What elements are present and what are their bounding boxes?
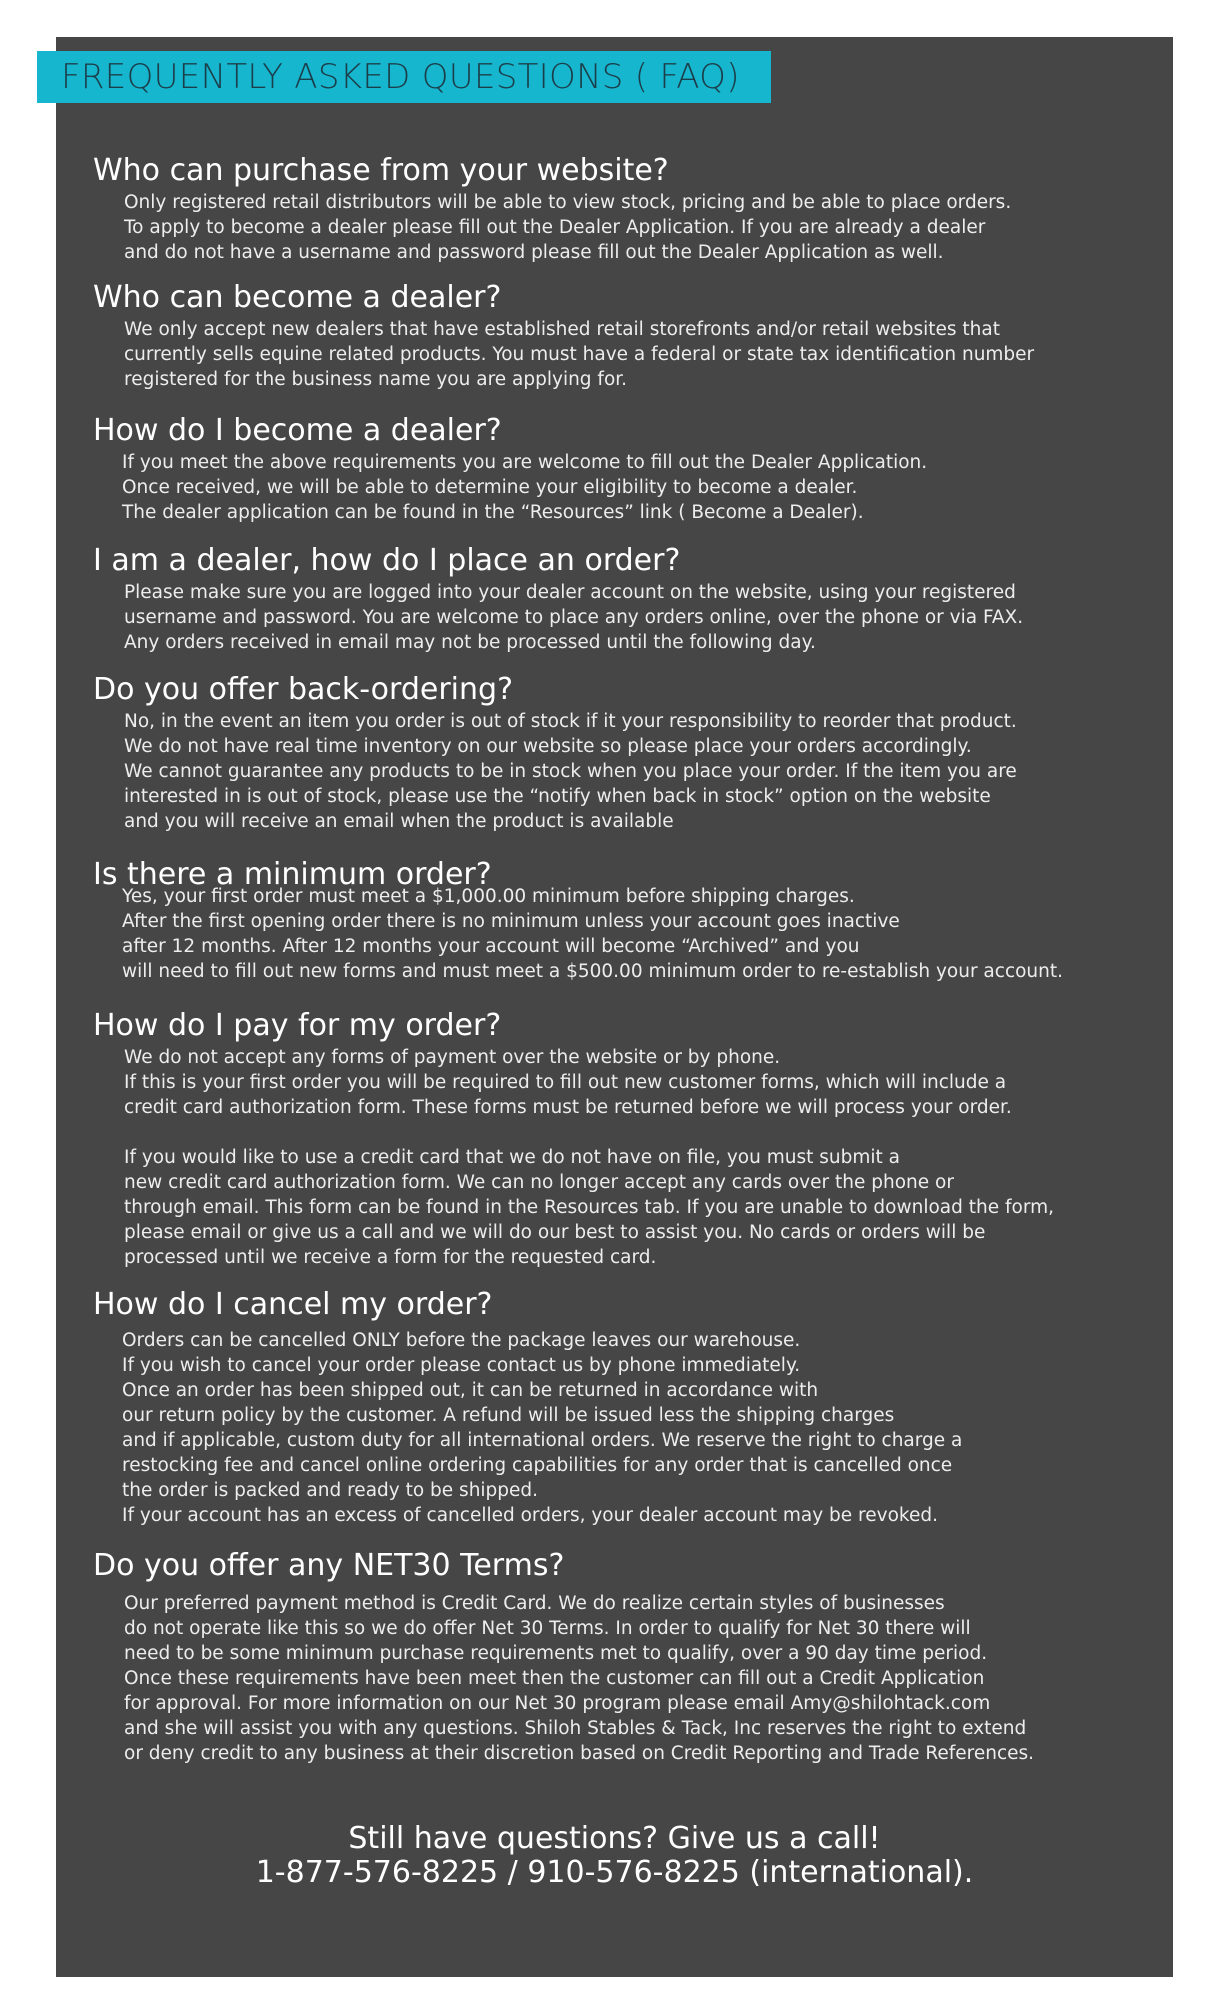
faq-question: Who can become a dealer?	[93, 280, 502, 315]
answer-line: Yes, your first order must meet a $1,000.00 minimum before shipping charges.	[122, 886, 855, 907]
contact-callout	[56, 1822, 1173, 1890]
answer-line: processed until we receive a form for the requested card.	[124, 1247, 657, 1268]
answer-line: We do not have real time inventory on our website so please place your orders accordingly.	[124, 736, 972, 757]
contact-heading: Still have questions? Give us a call!	[348, 1821, 881, 1856]
faq-answer	[93, 317, 1153, 392]
answer-line: for approval. For more information on our Net 30 program please email Amy@shilohtack.com	[124, 1693, 991, 1714]
answer-line: Our preferred payment method is Credit Card. We do realize certain styles of businesses	[124, 1593, 945, 1614]
faq-question: Do you offer any NET30 Terms?	[93, 1548, 565, 1583]
answer-line: please email or give us a call and we will do our best to assist you. No cards or orders will be	[124, 1222, 986, 1243]
answer-line: Once an order has been shipped out, it can be returned in accordance with	[122, 1380, 819, 1401]
faq-answer	[93, 580, 1153, 655]
faq-item	[93, 856, 1153, 984]
answer-line: need to be some minimum purchase requirements met to qualify, over a 90 day time period.	[124, 1643, 988, 1664]
contact-phone-numbers: 1-877-576-8225 / 910-576-8225 (international).	[255, 1855, 974, 1890]
answer-line: and do not have a username and password please fill out the Dealer Application as well.	[124, 242, 944, 263]
answer-line: our return policy by the customer. A refund will be issued less the shipping charges	[122, 1405, 895, 1426]
answer-line: new credit card authorization form. We can no longer accept any cards over the phone or	[124, 1172, 954, 1193]
faq-item	[93, 1286, 1153, 1528]
answer-line: will need to fill out new forms and must meet a $500.00 minimum order to re-establish your account.	[122, 961, 1064, 982]
answer-line: do not operate like this so we do offer Net 30 Terms. In order to qualify for Net 30 there will	[124, 1618, 971, 1639]
faq-answer	[93, 1591, 1153, 1766]
answer-line: We do not accept any forms of payment over the website or by phone.	[124, 1047, 781, 1068]
answer-line: username and password. You are welcome to place any orders online, over the phone or via FAX.	[124, 607, 1024, 628]
faq-question: How do I pay for my order?	[93, 1008, 502, 1043]
answer-line: registered for the business name you are applying for.	[124, 369, 628, 390]
answer-line: If you meet the above requirements you are welcome to fill out the Dealer Application.	[122, 452, 928, 473]
answer-line: Please make sure you are logged into your dealer account on the website, using your registered	[124, 582, 1016, 603]
faq-answer	[93, 1045, 1153, 1270]
faq-item	[93, 152, 1153, 265]
answer-line: or deny credit to any business at their discretion based on Credit Reporting and Trade References.	[124, 1743, 1035, 1764]
answer-line: If your account has an excess of cancelled orders, your dealer account may be revoked.	[122, 1505, 938, 1526]
faq-question: Who can purchase from your website?	[93, 153, 669, 188]
answer-line: and if applicable, custom duty for all international orders. We reserve the right to charge a	[122, 1430, 963, 1451]
faq-question: How do I become a dealer?	[93, 413, 502, 448]
answer-line: The dealer application can be found in the “Resources” link ( Become a Dealer).	[122, 502, 864, 523]
faq-answer	[93, 709, 1153, 834]
faq-item	[93, 412, 1153, 525]
answer-spacer	[124, 1120, 1153, 1145]
answer-line: Orders can be cancelled ONLY before the package leaves our warehouse.	[122, 1330, 801, 1351]
answer-line: and she will assist you with any questions. Shiloh Stables & Tack, Inc reserves the right to extend	[124, 1718, 1027, 1739]
answer-line: interested in is out of stock, please use the “notify when back in stock” option on the website	[124, 786, 991, 807]
answer-line: Only registered retail distributors will be able to view stock, pricing and be able to place orders.	[124, 192, 1012, 213]
answer-line: To apply to become a dealer please fill out the Dealer Application. If you are already a dealer	[124, 217, 986, 238]
answer-line: Once received, we will be able to determine your eligibility to become a dealer.	[122, 477, 858, 498]
answer-line: currently sells equine related products. You must have a federal or state tax identification number	[124, 344, 1035, 365]
faq-answer	[93, 884, 1153, 984]
faq-item	[93, 1547, 1153, 1766]
answer-line: through email. This form can be found in the Resources tab. If you are unable to download the form,	[124, 1197, 1055, 1218]
faq-question: I am a dealer, how do I place an order?	[93, 543, 681, 578]
answer-line: restocking fee and cancel online ordering capabilities for any order that is cancelled once	[122, 1455, 953, 1476]
faq-item	[93, 671, 1153, 834]
answer-line: If you wish to cancel your order please contact us by phone immediately.	[122, 1355, 801, 1376]
faq-question: How do I cancel my order?	[93, 1287, 493, 1322]
answer-line: We only accept new dealers that have established retail storefronts and/or retail websites that	[124, 319, 1000, 340]
faq-answer	[93, 1328, 1153, 1528]
faq-item	[93, 542, 1153, 655]
faq-question: Do you offer back-ordering?	[93, 672, 513, 707]
answer-line: Any orders received in email may not be processed until the following day.	[124, 632, 816, 653]
faq-item	[93, 279, 1153, 392]
answer-line: After the first opening order there is no minimum unless your account goes inactive	[122, 911, 900, 932]
faq-question: Is there a minimum order?	[93, 857, 492, 892]
faq-answer	[93, 450, 1153, 525]
answer-line: We cannot guarantee any products to be in stock when you place your order. If the item you are	[124, 761, 1017, 782]
answer-line: credit card authorization form. These forms must be returned before we will process your order.	[124, 1097, 1012, 1118]
faq-answer	[93, 190, 1153, 265]
page-title: FREQUENTLY ASKED QUESTIONS ( FAQ)	[37, 51, 771, 103]
answer-line: If you would like to use a credit card that we do not have on file, you must submit a	[124, 1147, 900, 1168]
answer-line: Once these requirements have been meet then the customer can fill out a Credit Application	[124, 1668, 985, 1689]
answer-line: the order is packed and ready to be shipped.	[122, 1480, 539, 1501]
faq-item	[93, 1007, 1153, 1270]
answer-line: No, in the event an item you order is out of stock if it your responsibility to reorder that product.	[124, 711, 1017, 732]
answer-line: If this is your first order you will be required to fill out new customer forms, which will include a	[124, 1072, 1007, 1093]
answer-line: after 12 months. After 12 months your account will become “Archived” and you	[122, 936, 860, 957]
answer-line: and you will receive an email when the product is available	[124, 811, 674, 832]
